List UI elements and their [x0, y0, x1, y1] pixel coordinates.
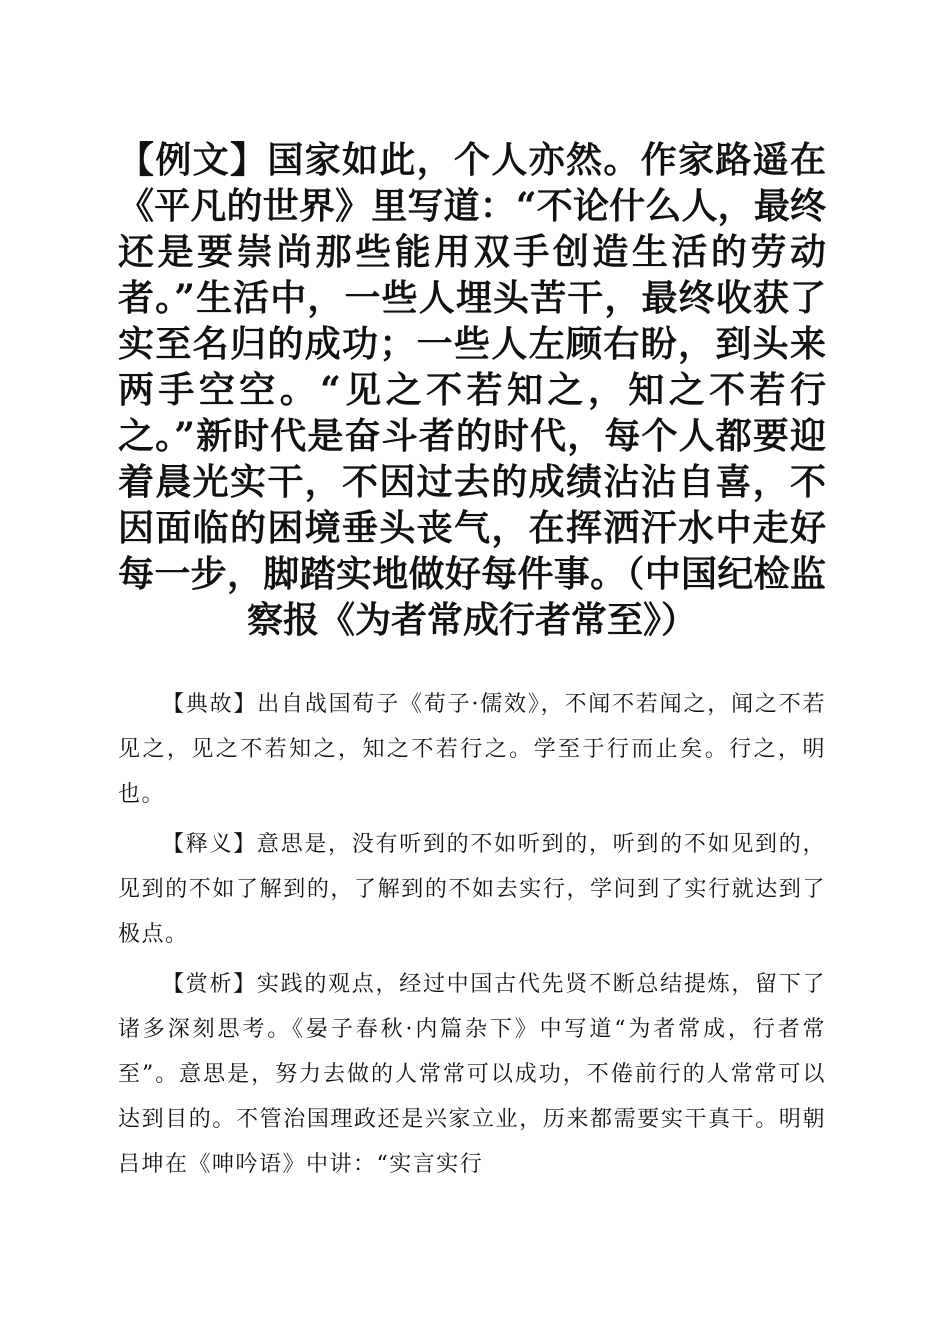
example-paragraph: 【例文】国家如此，个人亦然。作家路遥在《平凡的世界》里写道：“不论什么人，最终还是要崇尚那些能用双手创造生活的劳动者。”生活中，一些人埋头苦干，最终收获了实至名归的成功；一些人左顾右盼，到头来两手空空。“见之不若知之，知之不若行之。”新时代是奋斗者的时代，每个人都要迎着晨光实干，不因过去的成绩沾沾自喜，不因面临的困境垂头丧气，在挥洒汗水中走好每一步，脚踏实地做好每件事。（中国纪检监察报《为者常成行者常至》） [118, 139, 826, 641]
body-text [118, 682, 826, 1187]
allusion-paragraph: 【典故】出自战国荀子《荀子·儒效》，不闻不若闻之，闻之不若见之，见之不若知之，知之不若行之。学至于行而止矣。行之，明也。 [118, 692, 826, 807]
interpretation-paragraph: 【释义】意思是，没有听到的不如听到的，听到的不如见到的，见到的不如了解到的，了解到的不如去实行，学问到了实行就达到了极点。 [118, 832, 826, 947]
appreciation-paragraph: 【赏析】实践的观点，经过中国古代先贤不断总结提炼，留下了诸多深刻思考。《晏子春秋·内篇杂下》中写道“为者常成，行者常至”。意思是，努力去做的人常常可以成功，不倦前行的人常常可以达到目的。不管治国理政还是兴家立业，历来都需要实干真干。明朝吕坤在《呻吟语》中讲：“实言实行 [118, 972, 826, 1177]
